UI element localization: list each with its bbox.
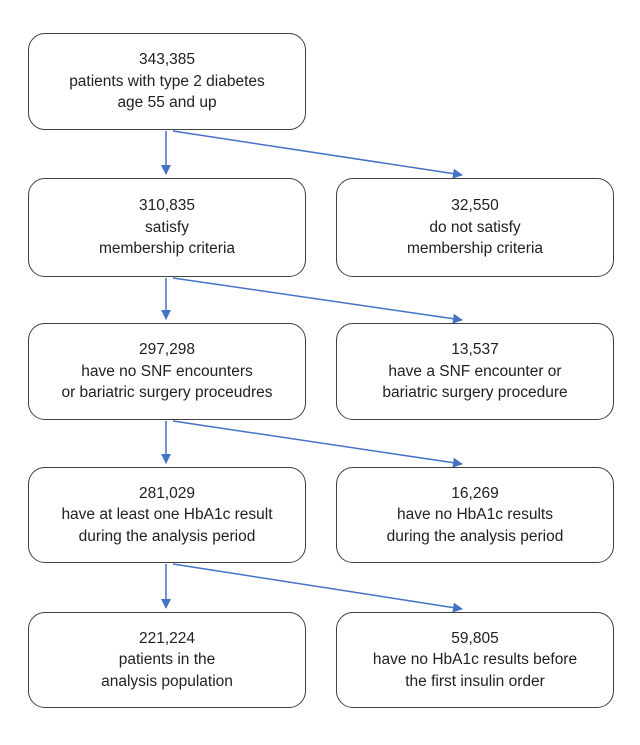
node-line: patients with type 2 diabetes xyxy=(69,72,265,90)
node-satisfy-membership xyxy=(28,178,306,277)
node-line: have at least one HbA1c result xyxy=(61,506,273,524)
arrow-satisfy-to-snf xyxy=(173,278,462,320)
node-count: 16,269 xyxy=(451,484,499,502)
node-line: patients in the xyxy=(118,651,216,669)
node-line: or bariatric surgery proceudres xyxy=(61,384,273,402)
arrow-has-hba1c-to-no-hba1c-before-insulin xyxy=(173,564,462,609)
node-line: satisfy xyxy=(145,218,189,236)
node-count: 343,385 xyxy=(138,51,196,69)
node-line: age 55 and up xyxy=(117,94,217,112)
node-line: membership criteria xyxy=(98,240,236,258)
arrow-total-to-not-satisfy xyxy=(173,131,462,175)
node-no-hba1c-results xyxy=(336,467,614,563)
node-has-hba1c-result xyxy=(28,467,306,563)
node-total-patients xyxy=(28,33,306,130)
node-line: membership criteria xyxy=(406,240,544,258)
node-line: have no HbA1c results xyxy=(397,506,553,524)
node-not-satisfy-membership xyxy=(336,178,614,277)
node-count: 281,029 xyxy=(138,484,196,502)
node-line: during the analysis period xyxy=(386,527,564,545)
node-count: 221,224 xyxy=(138,629,196,647)
node-count: 13,537 xyxy=(451,341,499,359)
node-count: 32,550 xyxy=(451,197,499,215)
node-line: do not satisfy xyxy=(429,218,521,236)
node-analysis-population xyxy=(28,612,306,708)
node-line: analysis population xyxy=(101,672,233,690)
node-line: have no SNF encounters xyxy=(81,362,253,380)
node-no-hba1c-before-insulin xyxy=(336,612,614,708)
node-count: 297,298 xyxy=(138,341,196,359)
node-line: bariatric surgery procedure xyxy=(382,384,568,402)
node-snf-encounter xyxy=(336,323,614,420)
node-line: have a SNF encounter or xyxy=(388,362,562,380)
node-count: 59,805 xyxy=(451,629,499,647)
node-count: 310,835 xyxy=(138,197,196,215)
node-line: have no HbA1c results before xyxy=(372,651,578,669)
node-line: the first insulin order xyxy=(405,672,545,690)
node-line: during the analysis period xyxy=(78,527,256,545)
node-no-snf-encounters xyxy=(28,323,306,420)
arrow-no-snf-to-no-hba1c xyxy=(173,421,462,464)
